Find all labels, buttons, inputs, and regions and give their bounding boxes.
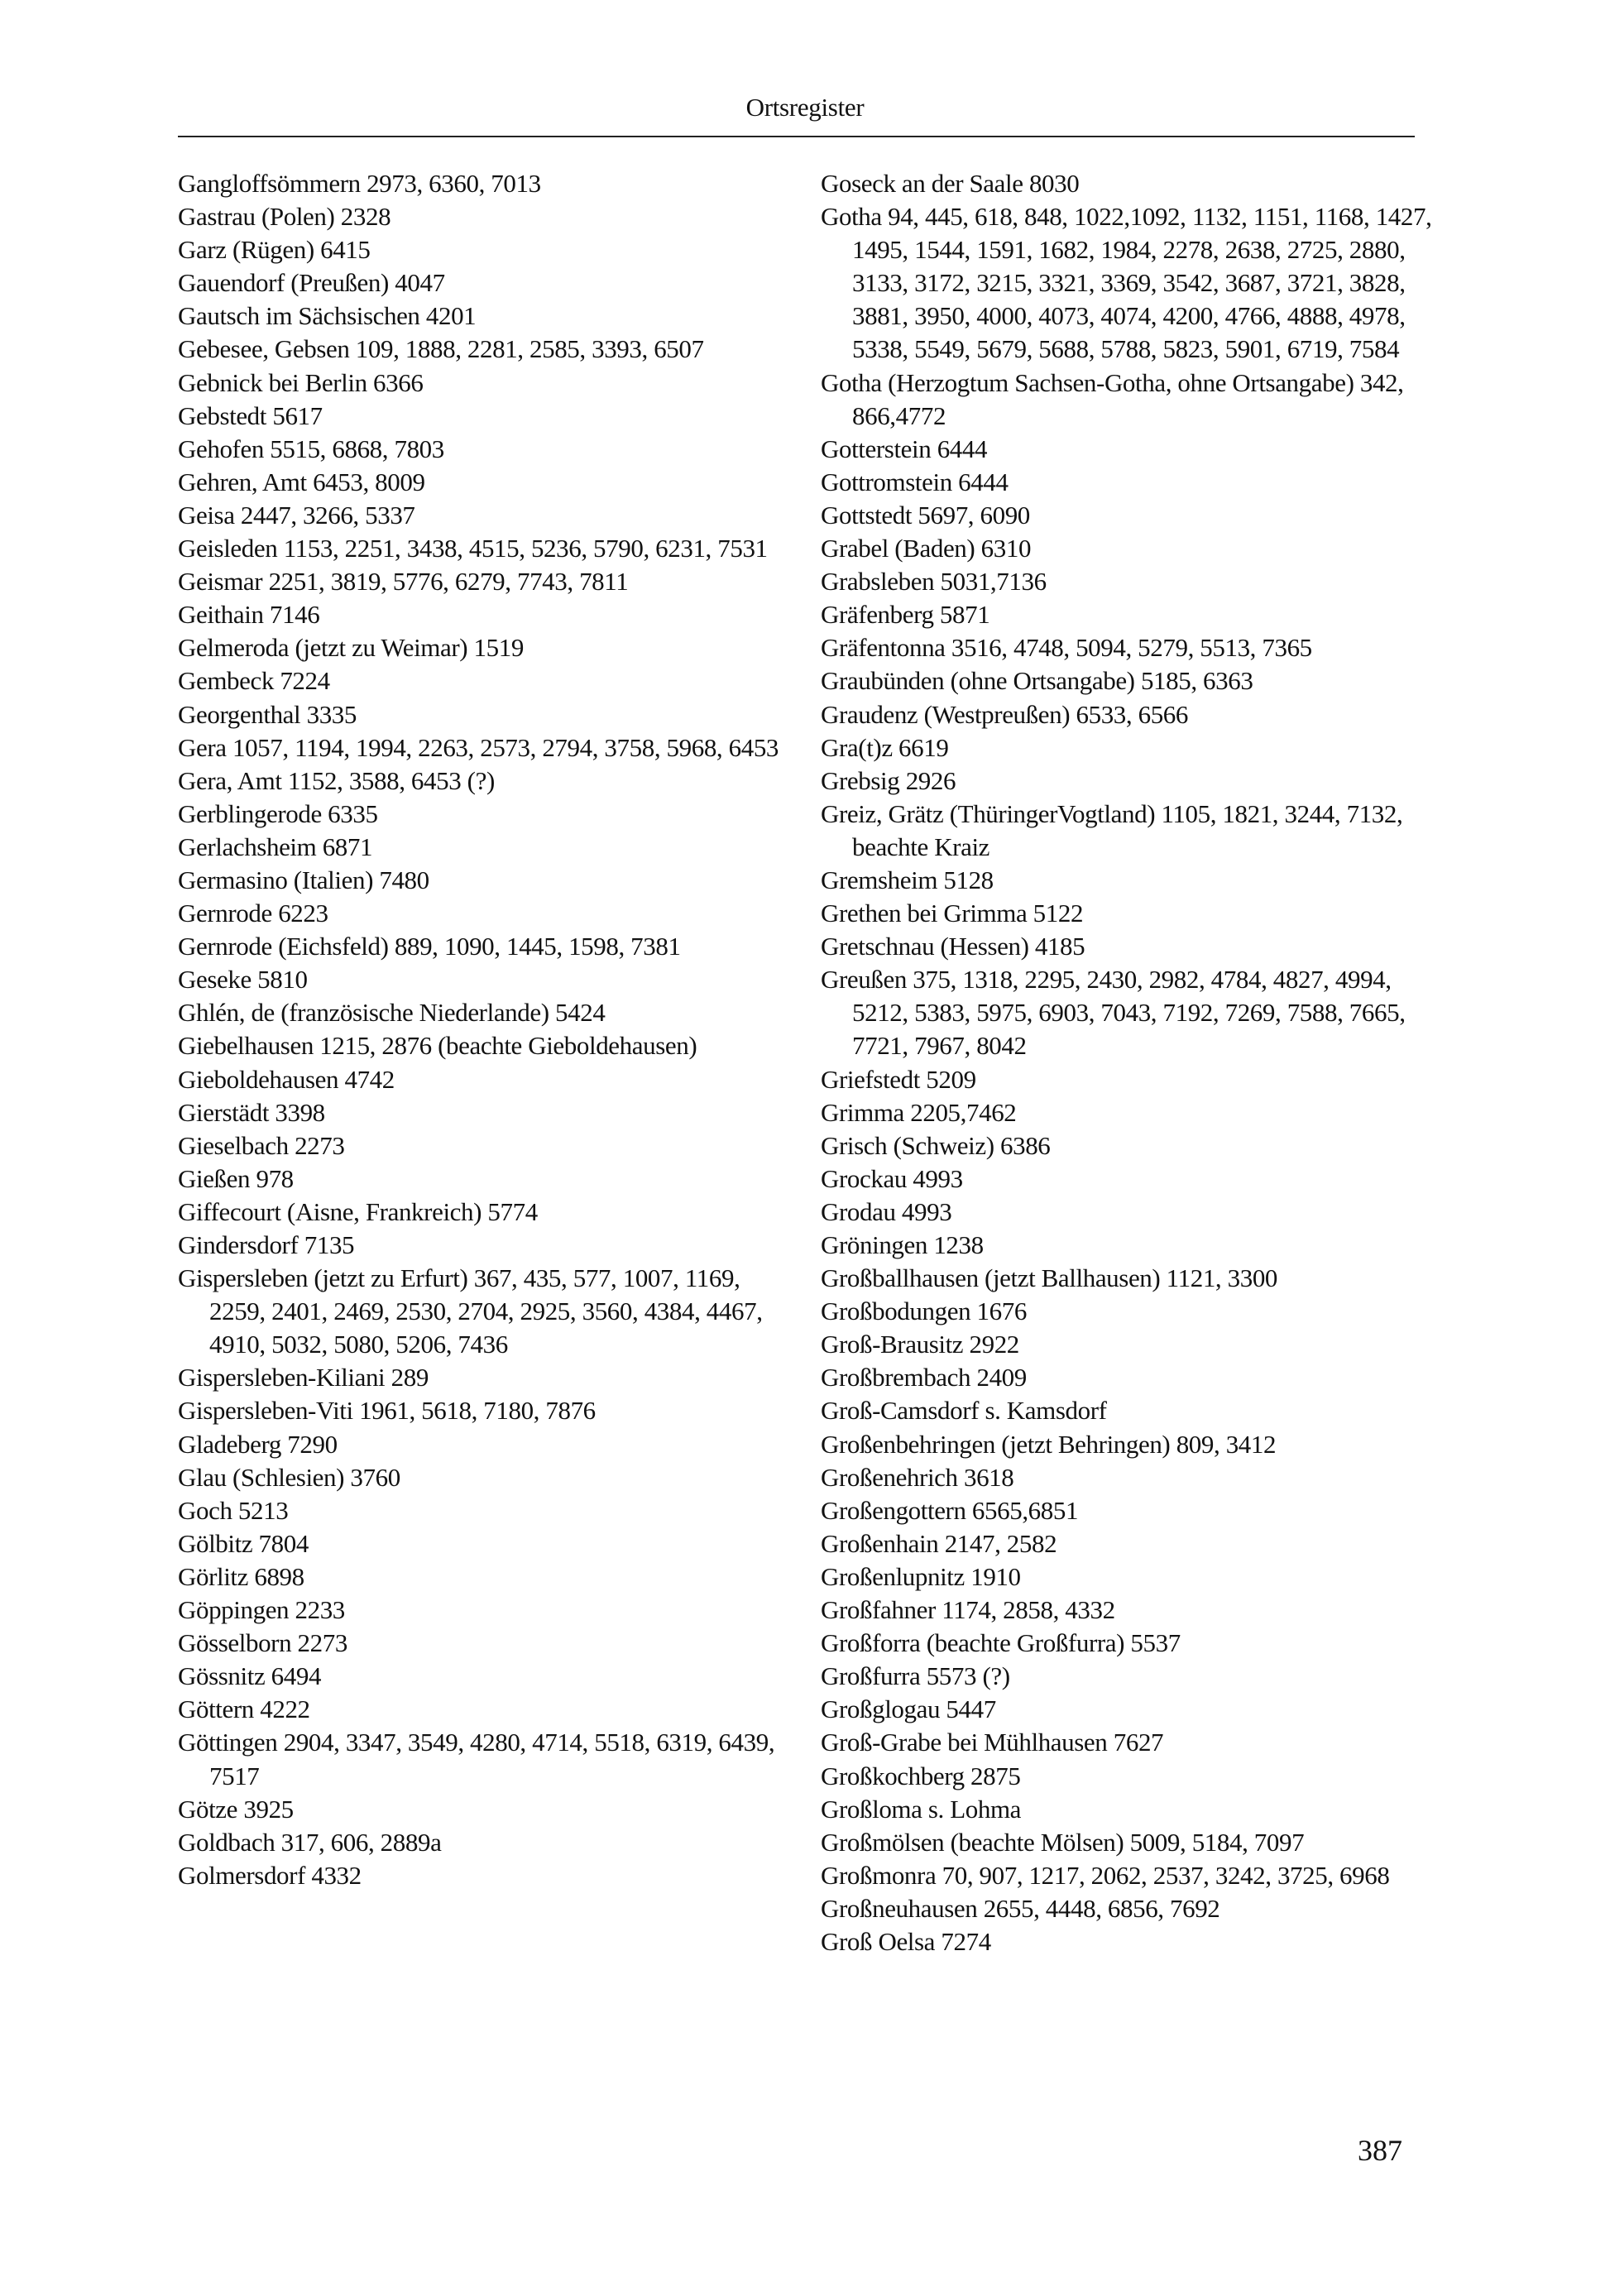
index-entry: Grodau 4993 bbox=[821, 1196, 952, 1226]
index-entry: Grisch (Schweiz) 6386 bbox=[821, 1130, 1051, 1160]
index-entry: Großenlupnitz 1910 bbox=[821, 1561, 1021, 1591]
index-entry: Gebnick bei Berlin 6366 bbox=[178, 367, 424, 397]
index-entry: Großmonra 70, 907, 1217, 2062, 2537, 3242, 3725, 6968 bbox=[821, 1860, 1390, 1890]
index-entry: Großneuhausen 2655, 4448, 6856, 7692 bbox=[821, 1893, 1220, 1923]
index-column-right bbox=[821, 167, 1433, 1958]
index-entry: Großbrembach 2409 bbox=[821, 1363, 1027, 1392]
index-entry: Gindersdorf 7135 bbox=[178, 1230, 355, 1259]
index-entry: Großforra (beachte Großfurra) 5537 bbox=[821, 1628, 1181, 1658]
index-entry: Geismar 2251, 3819, 5776, 6279, 7743, 7811 bbox=[178, 567, 629, 597]
index-entry: Göttingen 2904, 3347, 3549, 4280, 4714, 5518, 6319, 6439, 7517 bbox=[178, 1728, 775, 1790]
index-entry: Groß-Grabe bei Mühlhausen 7627 bbox=[821, 1728, 1164, 1757]
index-entry: Großbodungen 1676 bbox=[821, 1297, 1027, 1326]
index-entry: Geisa 2447, 3266, 5337 bbox=[178, 500, 415, 530]
index-entry: Gispersleben-Viti 1961, 5618, 7180, 7876 bbox=[178, 1396, 596, 1426]
index-entry: Gotterstein 6444 bbox=[821, 434, 988, 463]
running-header-title: Ortsregister bbox=[745, 93, 865, 122]
index-entry: Gräfenberg 5871 bbox=[821, 600, 990, 630]
index-entry: Großenbehringen (jetzt Behringen) 809, 3412 bbox=[821, 1429, 1277, 1459]
index-entry: Gotha (Herzogtum Sachsen-Gotha, ohne Ortsangabe) 342, 866,4772 bbox=[821, 367, 1404, 430]
index-entry: Geseke 5810 bbox=[178, 965, 308, 995]
index-entry: Gottromstein 6444 bbox=[821, 467, 1009, 496]
index-entry: Goldbach 317, 606, 2889a bbox=[178, 1827, 442, 1857]
index-entry: Geisleden 1153, 2251, 3438, 4515, 5236, 5790, 6231, 7531 bbox=[178, 534, 768, 563]
index-entry: Großglogau 5447 bbox=[821, 1694, 996, 1724]
index-entry: Grethen bei Grimma 5122 bbox=[821, 899, 1084, 928]
index-entry: Gieselbach 2273 bbox=[178, 1130, 345, 1160]
index-entry: Großfurra 5573 (?) bbox=[821, 1661, 1010, 1691]
index-entry: Gieboldehausen 4742 bbox=[178, 1064, 395, 1094]
index-entry: Griefstedt 5209 bbox=[821, 1064, 976, 1094]
index-entry: Gera 1057, 1194, 1994, 2263, 2573, 2794, 3758, 5968, 6453 bbox=[178, 732, 779, 762]
index-entry: Großengottern 6565,6851 bbox=[821, 1495, 1079, 1525]
index-entry: Glau (Schlesien) 3760 bbox=[178, 1462, 400, 1492]
index-entry: Garz (Rügen) 6415 bbox=[178, 235, 371, 265]
index-entry: Grabsleben 5031,7136 bbox=[821, 567, 1047, 597]
index-entry: Götze 3925 bbox=[178, 1794, 294, 1824]
index-entry: Greiz, Grätz (ThüringerVogtland) 1105, 1821, 3244, 7132, beachte Kraiz bbox=[821, 798, 1403, 861]
index-entry: Gerlachsheim 6871 bbox=[178, 832, 373, 861]
index-entry: Groß-Brausitz 2922 bbox=[821, 1330, 1019, 1359]
index-entry: Goch 5213 bbox=[178, 1495, 289, 1525]
index-entry: Großenhain 2147, 2582 bbox=[821, 1528, 1057, 1558]
index-entry: Großenehrich 3618 bbox=[821, 1462, 1014, 1492]
index-entry: Grimma 2205,7462 bbox=[821, 1097, 1017, 1127]
index-entry: Gierstädt 3398 bbox=[178, 1097, 325, 1127]
index-entry: Gastrau (Polen) 2328 bbox=[178, 202, 391, 232]
index-entry: Gerblingerode 6335 bbox=[178, 798, 378, 828]
index-entry: Großfahner 1174, 2858, 4332 bbox=[821, 1595, 1115, 1625]
index-entry: Ghlén, de (französische Niederlande) 5424 bbox=[178, 998, 606, 1028]
index-entry: Gottstedt 5697, 6090 bbox=[821, 500, 1030, 530]
index-entry: Gra(t)z 6619 bbox=[821, 732, 949, 762]
index-entry: Gremsheim 5128 bbox=[821, 865, 994, 894]
index-entry: Georgenthal 3335 bbox=[178, 699, 357, 729]
index-entry: Gröningen 1238 bbox=[821, 1230, 984, 1259]
index-entry: Groß-Camsdorf s. Kamsdorf bbox=[821, 1396, 1107, 1426]
index-entry: Grabel (Baden) 6310 bbox=[821, 534, 1032, 563]
index-entry: Görlitz 6898 bbox=[178, 1561, 304, 1591]
index-entry: Gehren, Amt 6453, 8009 bbox=[178, 467, 425, 496]
index-entry: Gautsch im Sächsischen 4201 bbox=[178, 301, 477, 331]
page-number: 387 bbox=[1358, 2134, 1402, 2167]
index-entry: Gispersleben (jetzt zu Erfurt) 367, 435, 577, 1007, 1169, 2259, 2401, 2469, 2530, 2704, 2925, 3560, 4384, 4467, 4910, 5032, 5080, 5206, 7436 bbox=[178, 1263, 763, 1359]
index-entry: Großloma s. Lohma bbox=[821, 1794, 1022, 1824]
index-entry: Göppingen 2233 bbox=[178, 1595, 345, 1625]
index-entry: Großkochberg 2875 bbox=[821, 1761, 1021, 1790]
index-entry: Großmölsen (beachte Mölsen) 5009, 5184, 7097 bbox=[821, 1827, 1305, 1857]
index-entry: Grockau 4993 bbox=[821, 1163, 963, 1193]
index-entry: Gernrode (Eichsfeld) 889, 1090, 1445, 1598, 7381 bbox=[178, 932, 681, 961]
header-divider bbox=[178, 136, 1415, 137]
index-entry: Gauendorf (Preußen) 4047 bbox=[178, 268, 445, 298]
index-entry: Gispersleben-Kiliani 289 bbox=[178, 1363, 429, 1392]
index-entry: Gotha 94, 445, 618, 848, 1022,1092, 1132, 1151, 1168, 1427, 1495, 1544, 1591, 1682, 1984, 2278, 2638, 2725, 2880, 3133, 3172, 3215, 3321, 3369, 3542, 3687, 3721, 3828, 3881, 3950, 4000, 4073, 4074, 4200, 4766, 4888, 4978, 5338, 5549, 5679, 5688, 5788, 5823, 5901, 6719, 7584 bbox=[821, 202, 1432, 364]
index-entry: Golmersdorf 4332 bbox=[178, 1860, 362, 1890]
index-entry: Groß Oelsa 7274 bbox=[821, 1926, 991, 1956]
index-entry: Gangloffsömmern 2973, 6360, 7013 bbox=[178, 169, 541, 198]
index-entry: Greußen 375, 1318, 2295, 2430, 2982, 4784, 4827, 4994, 5212, 5383, 5975, 6903, 7043, 7192, 7269, 7588, 7665, 7721, 7967, 8042 bbox=[821, 965, 1406, 1061]
index-entry: Gladeberg 7290 bbox=[178, 1429, 338, 1459]
index-entry: Giebelhausen 1215, 2876 (beachte Gieboldehausen) bbox=[178, 1031, 697, 1061]
index-entry: Germasino (Italien) 7480 bbox=[178, 865, 429, 894]
index-entry: Gelmeroda (jetzt zu Weimar) 1519 bbox=[178, 633, 524, 663]
index-entry: Gießen 978 bbox=[178, 1163, 294, 1193]
index-entry: Gera, Amt 1152, 3588, 6453 (?) bbox=[178, 765, 495, 795]
index-entry: Gretschnau (Hessen) 4185 bbox=[821, 932, 1085, 961]
index-entry: Großballhausen (jetzt Ballhausen) 1121, 3300 bbox=[821, 1263, 1278, 1293]
index-entry: Geithain 7146 bbox=[178, 600, 320, 630]
index-entry: Graubünden (ohne Ortsangabe) 5185, 6363 bbox=[821, 666, 1253, 696]
index-entry: Giffecourt (Aisne, Frankreich) 5774 bbox=[178, 1196, 538, 1226]
index-entry: Gehofen 5515, 6868, 7803 bbox=[178, 434, 444, 463]
index-entry: Gebstedt 5617 bbox=[178, 400, 323, 430]
index-entry: Grebsig 2926 bbox=[821, 765, 956, 795]
index-column-left bbox=[178, 167, 790, 1892]
index-entry: Gebesee, Gebsen 109, 1888, 2281, 2585, 3393, 6507 bbox=[178, 334, 704, 364]
index-entry: Gembeck 7224 bbox=[178, 666, 330, 696]
index-entry: Gräfentonna 3516, 4748, 5094, 5279, 5513, 7365 bbox=[821, 633, 1312, 663]
index-entry: Gössnitz 6494 bbox=[178, 1661, 322, 1691]
index-entry: Gösselborn 2273 bbox=[178, 1628, 347, 1658]
index-entry: Gernrode 6223 bbox=[178, 899, 328, 928]
index-entry: Gölbitz 7804 bbox=[178, 1528, 309, 1558]
index-entry: Goseck an der Saale 8030 bbox=[821, 169, 1080, 198]
index-entry: Göttern 4222 bbox=[178, 1694, 310, 1724]
index-entry: Graudenz (Westpreußen) 6533, 6566 bbox=[821, 699, 1188, 729]
